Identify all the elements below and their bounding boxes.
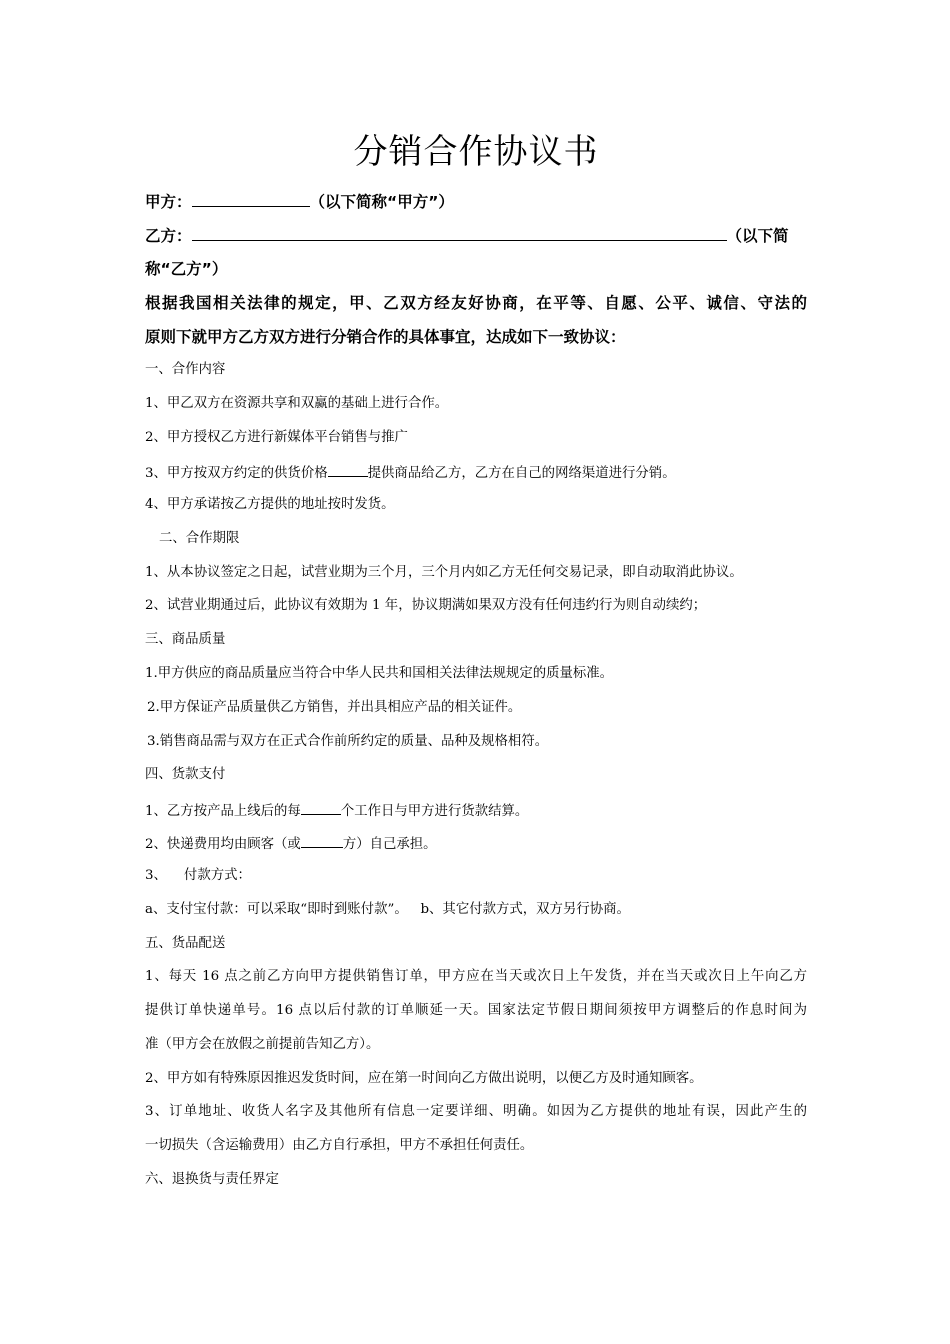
section-5-item-1-line-3: 准（甲方会在放假之前提前告知乙方）。: [145, 1037, 380, 1052]
section-3-item-2: 2.甲方保证产品质量供乙方销售，并出具相应产品的相关证件。: [147, 700, 522, 715]
section-1-item-2: 2、甲方授权乙方进行新媒体平台销售与推广: [145, 430, 408, 445]
section-1-item-3: [145, 462, 807, 483]
section-4-item-1: [145, 800, 807, 821]
party-a-blank[interactable]: [192, 192, 310, 207]
settlement-days-blank[interactable]: [301, 800, 341, 815]
party-b-line: [145, 226, 807, 245]
section-2-item-2: 2、试营业期通过后，此协议有效期为 1 年，协议期满如果双方没有任何违约行为则自动续约；: [145, 598, 707, 613]
section-4-item-1-part-b: 个工作日与甲方进行货款结算。: [340, 804, 529, 819]
section-5-item-2: 2、甲方如有特殊原因推迟发货时间，应在第一时间向乙方做出说明，以便乙方及时通知顾客。: [145, 1071, 703, 1086]
party-b-blank[interactable]: [192, 226, 727, 241]
section-4-item-3-detail: a、支付宝付款：可以采取“即时到账付款”。 b、其它付款方式，双方另行协商。: [145, 902, 630, 917]
party-b-suffix-1: （以下简: [726, 227, 789, 245]
section-4-item-2: [145, 833, 807, 854]
shipping-payer-blank[interactable]: [301, 833, 343, 848]
supply-price-blank[interactable]: [328, 462, 368, 477]
document-title: 分销合作协议书: [353, 132, 599, 172]
section-4-item-2-part-a: 2、快递费用均由顾客（或: [145, 837, 301, 852]
section-5-item-1-line-2: 提供订单快递单号。16 点以后付款的订单顺延一天。国家法定节假日期间须按甲方调整后的作息时间为: [145, 1003, 807, 1018]
party-b-label: 乙方：: [145, 227, 192, 245]
preamble-line-1: 根据我国相关法律的规定，甲、乙双方经友好协商，在平等、自愿、公平、诚信、守法的: [145, 294, 807, 312]
section-5-item-3-line-1: 3、订单地址、收货人名字及其他所有信息一定要详细、明确。如因为乙方提供的地址有误，因此产生的: [145, 1104, 807, 1119]
section-1-item-3-part-a: 3、甲方按双方约定的供货价格: [145, 466, 328, 481]
section-4-item-1-part-a: 1、乙方按产品上线后的每: [145, 804, 301, 819]
section-2-item-1: 1、从本协议签定之日起，试营业期为三个月，三个月内如乙方无任何交易记录，即自动取消此协议。: [145, 565, 743, 580]
section-2-heading: 二、合作期限: [159, 531, 240, 546]
party-a-suffix: （以下简称“甲方”）: [309, 193, 454, 211]
section-3-heading: 三、商品质量: [145, 632, 226, 647]
section-5-item-3-line-2: 一切损失（含运输费用）由乙方自行承担，甲方不承担任何责任。: [145, 1138, 534, 1153]
party-a-label: 甲方：: [145, 193, 192, 211]
section-3-item-1: 1.甲方供应的商品质量应当符合中华人民共和国相关法律法规规定的质量标准。: [145, 666, 614, 681]
section-3-item-3: 3.销售商品需与双方在正式合作前所约定的质量、品种及规格相符。: [147, 734, 549, 749]
section-6-heading: 六、退换货与责任界定: [145, 1172, 279, 1187]
preamble-line-2: 原则下就甲方乙方双方进行分销合作的具体事宜，达成如下一致协议：: [145, 328, 626, 346]
section-1-heading: 一、合作内容: [145, 362, 226, 377]
section-5-heading: 五、货品配送: [145, 936, 226, 951]
party-b-suffix-2: 称“乙方”）: [145, 260, 228, 278]
section-5-item-1-line-1: 1、每天 16 点之前乙方向甲方提供销售订单，甲方应在当天或次日上午发货，并在当天或次日上午向乙方: [145, 969, 807, 984]
section-4-item-2-part-b: 方）自己承担。: [342, 837, 437, 852]
section-1-item-3-part-b: 提供商品给乙方，乙方在自己的网络渠道进行分销。: [367, 466, 676, 481]
section-1-item-1: 1、甲乙双方在资源共享和双赢的基础上进行合作。: [145, 396, 449, 411]
section-4-item-3: 3、 付款方式：: [145, 868, 251, 883]
section-4-heading: 四、货款支付: [145, 767, 226, 782]
section-1-item-4: 4、甲方承诺按乙方提供的地址按时发货。: [145, 497, 395, 512]
party-a-line: [145, 192, 807, 211]
